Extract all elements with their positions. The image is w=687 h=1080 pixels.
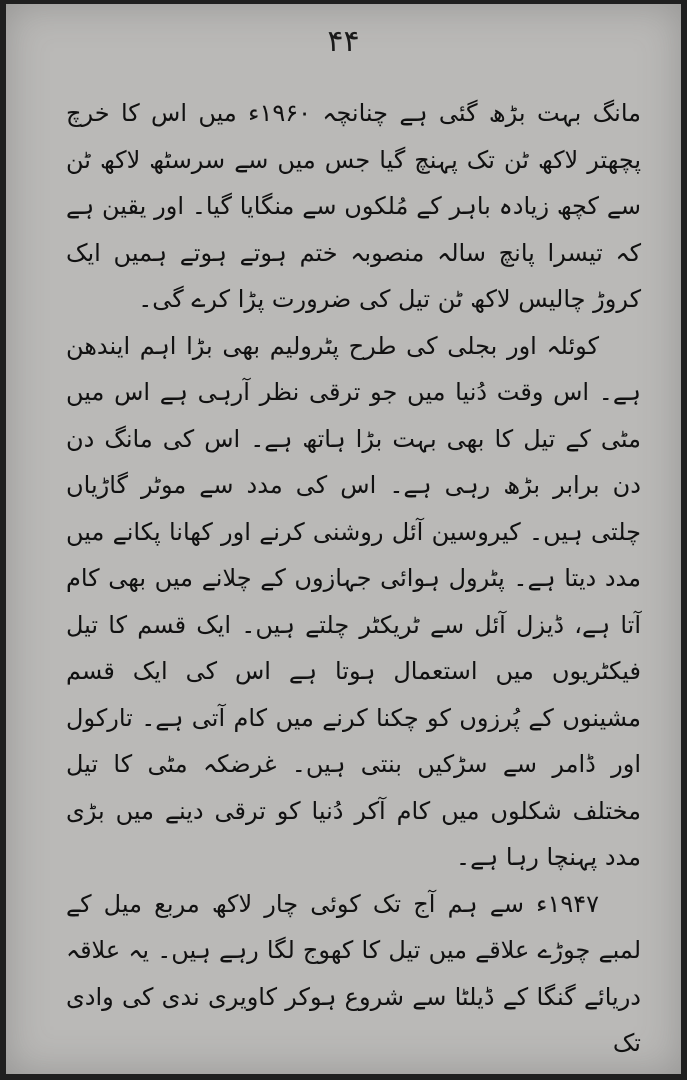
page-body [66,90,641,1067]
paragraph: مانگ بہت بڑھ گئی ہے چنانچہ ۱۹۶۰ء میں اس کا خرچ پچھتر لاکھ ٹن تک پہنچ گیا جس میں سے سرسٹھ لاکھ ٹن سے کچھ زیادہ باہر کے مُلکوں سے منگایا گیا۔ اور یقین ہے کہ تیسرا پانچ سالہ منصوبہ ختم ہوتے ہوتے ہمیں ایک کروڑ چالیس لاکھ ٹن تیل کی ضرورت پڑا کرے گی۔ [66,99,641,313]
paragraph: کوئلہ اور بجلی کی طرح پٹرولیم بھی بڑا اہم ایندھن ہے۔ اس وقت دُنیا میں جو ترقی نظر آرہی ہے اس میں مٹی کے تیل کا بھی بہت بڑا ہاتھ ہے۔ اس کی مانگ دن دن برابر بڑھ رہی ہے۔ اس کی مدد سے موٹر گاڑیاں چلتی ہیں۔ کیروسین آئل روشنی کرنے اور کھانا پکانے میں مدد دیتا ہے۔ پٹرول ہوائی جہازوں کے چلانے میں بھی کام آتا ہے، ڈیزل آئل سے ٹریکٹر چلتے ہیں۔ ایک قسم کا تیل فیکٹریوں میں استعمال ہوتا ہے اس کی ایک قسم مشینوں کے پُرزوں کو چکنا کرنے میں کام آتی ہے۔ تارکول اور ڈامر سے سڑکیں بنتی ہیں۔ غرضکہ مٹی کا تیل مختلف شکلوں میں کام آکر دُنیا کو ترقی دینے میں بڑی مدد پہنچا رہا ہے۔ [66,331,641,871]
paragraph: ۱۹۴۷ء سے ہم آج تک کوئی چار لاکھ مربع میل کے لمبے چوڑے علاقے میں تیل کا کھوج لگا رہے ہیں۔ یہ علاقہ دریائے گنگا کے ڈیلٹا سے شروع ہوکر کاویری ندی کی وادی تک [66,889,641,1057]
book-page [6,4,681,1074]
page-number: ۴۴ [327,24,360,59]
